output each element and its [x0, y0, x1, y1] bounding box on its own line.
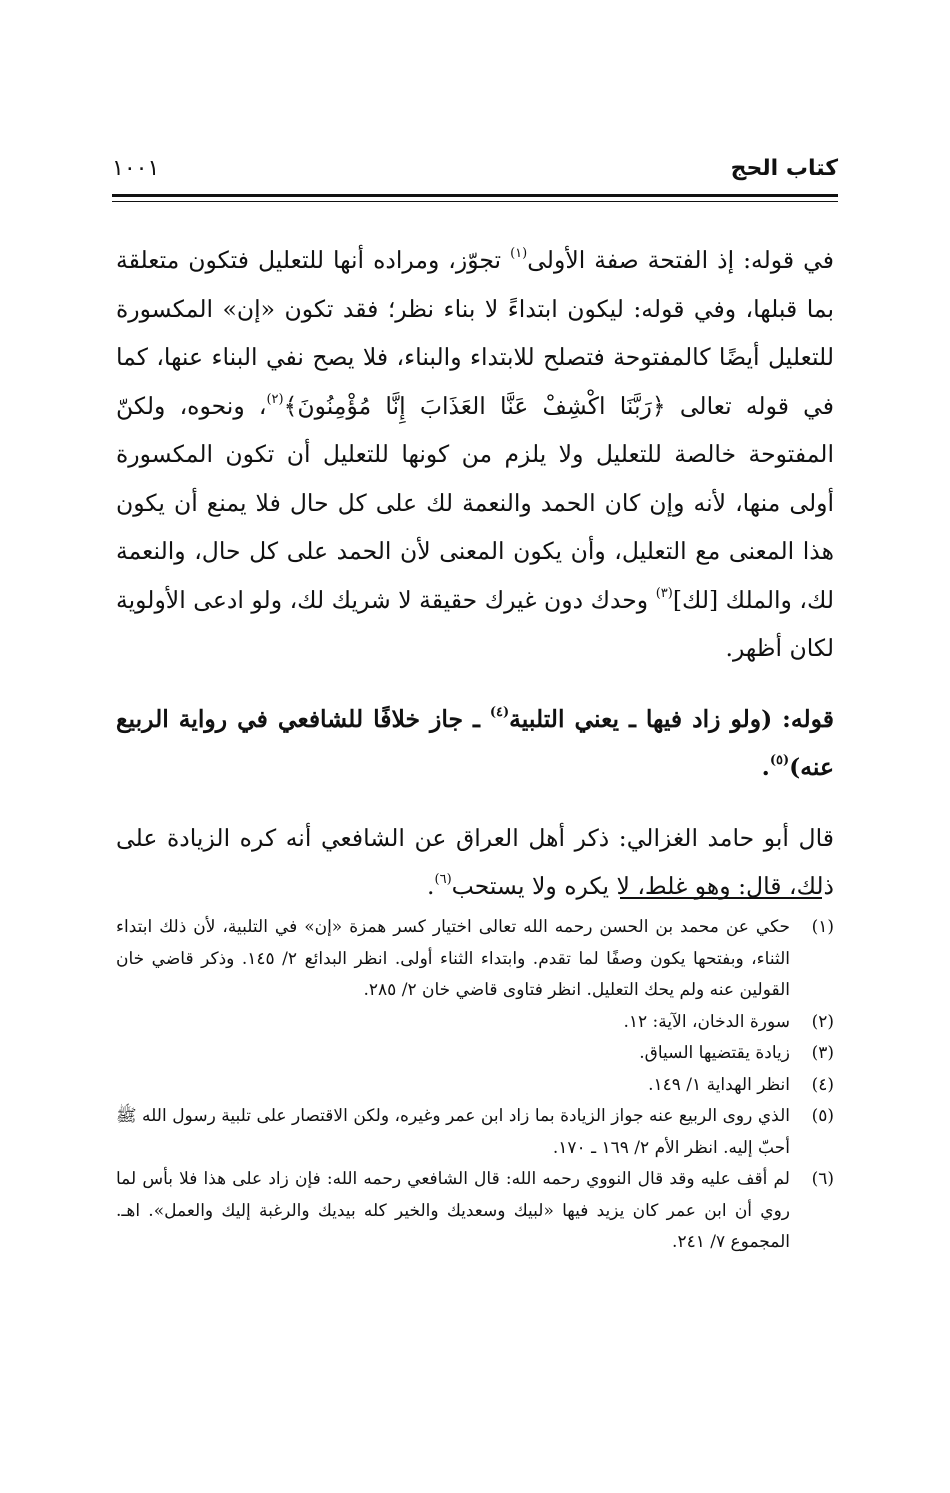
- footnote-text: انظر الهداية ١/ ١٤٩.: [648, 1074, 790, 1095]
- footnote-number: (٤): [811, 1074, 834, 1095]
- footnote-3: [116, 1038, 834, 1070]
- footnote-number: (٦): [811, 1169, 834, 1189]
- footnote-2: [116, 1007, 834, 1039]
- chapter-title: كتاب الحج: [730, 156, 838, 181]
- footnotes: [116, 912, 834, 1259]
- footnote-ref-6: (٦): [434, 872, 452, 887]
- footnote-5: [116, 1101, 834, 1164]
- footnote-ref-4: (٤): [489, 704, 510, 720]
- header-rule-thin: [112, 201, 838, 202]
- text-run: قال أبو حامد الغزالي: ذكر أهل العراق عن الشافعي أنه كره الزيادة على ذلك، قال: وهو غلط، لا يكره ولا يستحب: [116, 823, 834, 900]
- footnote-ref-2: (٢): [266, 391, 284, 407]
- paragraph-1: [116, 236, 834, 673]
- footnote-text: لم أقف عليه وقد قال النووي رحمه الله: قال الشافعي رحمه الله: فإن زاد على هذا فلا بأس لما روي أن ابن عمر كان يزيد فيها «لبيك وسعديك والخير كله بيديك والرغبة إليك والعمل». اهـ. المجموع ٧/ ٢٤١.: [116, 1169, 790, 1252]
- header-rule-thick: [112, 194, 838, 197]
- footnote-number: (٢): [811, 1011, 834, 1032]
- footnote-text: سورة الدخان، الآية: ١٢.: [623, 1011, 790, 1032]
- text-run: .: [761, 753, 770, 781]
- text-run: تجوّز، ومراده أنها للتعليل فتكون متعلقة بما قبلها، وفي قوله: ليكون ابتداءً لا بناء نظر؛ فقد تكون «إن» المكسورة للتعليل أيضًا كالمفتوحة فتصلح للابتداء والبناء، فلا يصح نفي البناء عنها، كما في قوله تعالى ﴿رَبَّنَا اكْشِفْ عَنَّا العَذَابَ إِنَّا مُؤْمِنُونَ﴾: [116, 246, 834, 420]
- footnote-text: الذي روى الربيع عنه جواز الزيادة بما زاد ابن عمر وغيره، ولكن الاقتصار على تلبية رسول الله ﷺ أحبّ إليه. انظر الأم ٢/ ١٦٩ ـ ١٧٠.: [116, 1106, 790, 1158]
- paragraph-gap: [116, 792, 834, 814]
- footnote-text: زيادة يقتضيها السياق.: [639, 1043, 790, 1063]
- footnote-ref-3: (٣): [655, 585, 673, 601]
- paragraph-3: [116, 814, 834, 911]
- text-run: في قوله: إذ الفتحة صفة الأولى: [527, 246, 834, 274]
- footnote-ref-1: (١): [510, 246, 528, 261]
- footnote-6: [116, 1164, 834, 1259]
- footnote-text: حكي عن محمد بن الحسن رحمه الله تعالى اختيار كسر همزة «إن» في التلبية، لأن ذلك ابتداء الثناء، وبفتحها يكون وصفًا لما تقدم. وابتداء الثناء أولى. انظر البدائع ٢/ ١٤٥. وذكر قاضي خان القولين عنه ولم يحك التعليل. انظر فتاوى قاضي خان ٢/ ٢٨٥.: [116, 917, 790, 1000]
- main-text: [116, 236, 834, 911]
- footnote-separator: [620, 897, 822, 899]
- footnote-number: (٥): [811, 1106, 834, 1126]
- text-run: .: [427, 872, 435, 900]
- text-run: ـ جاز خلافًا للشافعي في رواية الربيع عنه): [116, 704, 834, 781]
- paragraph-gap: [116, 673, 834, 695]
- footnote-4: [116, 1070, 834, 1102]
- footnote-number: (١): [811, 917, 834, 937]
- text-run: وحدك دون غيرك حقيقة لا شريك لك، ولو ادعى الأولوية لكان أظهر.: [116, 585, 834, 662]
- footnote-ref-5: (٥): [769, 753, 790, 768]
- paragraph-2-quote: [116, 695, 834, 792]
- running-header: [112, 156, 838, 192]
- footnote-1: [116, 912, 834, 1007]
- text-run: قوله: (ولو زاد فيها ـ يعني التلبية: [509, 704, 834, 733]
- footnote-number: (٣): [811, 1043, 834, 1063]
- text-run: ، ونحوه، ولكنّ المفتوحة خالصة للتعليل ولا يلزم من كونها للتعليل أن تكون المكسورة أولى منها، لأنه وإن كان الحمد والنعمة لك على كل حال فلا يمنع أن يكون هذا المعنى مع التعليل، وأن يكون المعنى لأن الحمد على كل حال، والنعمة لك، والملك [لك]: [116, 391, 834, 614]
- page-number: ١٠٠١: [112, 156, 160, 181]
